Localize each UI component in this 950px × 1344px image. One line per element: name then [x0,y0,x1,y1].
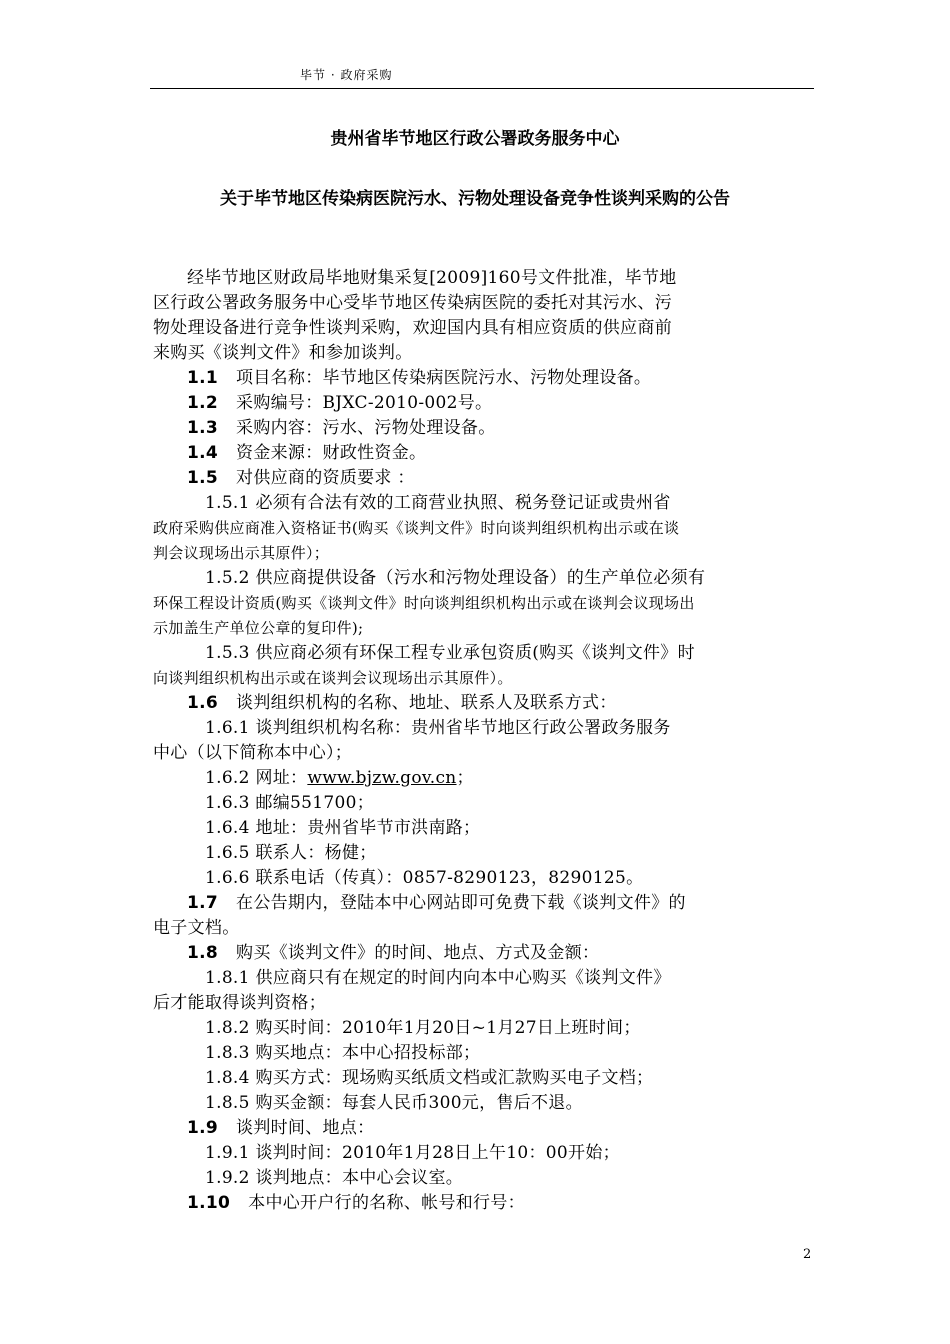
page-number: 2 [803,1247,812,1262]
item-1-2 [153,391,815,416]
item-1-6-2 [153,766,815,791]
item-1-5-1: 1.5.1 必须有合法有效的工商营业执照、税务登记证或贵州省 [205,493,671,513]
item-1-8-1-cont: 后才能取得谈判资格； [153,993,326,1013]
item-text: 在公告期内，登陆本中心网站即可免费下载《谈判文件》的 [236,893,686,913]
page-header [150,66,814,89]
item-1-6-4: 1.6.4 地址：贵州省毕节市洪南路； [205,818,481,838]
item-text: 项目名称：毕节地区传染病医院污水、污物处理设备。 [236,368,652,388]
item-1-8-2: 1.8.2 购买时间：2010年1月20日~1月27日上班时间； [205,1018,641,1038]
website-end: ； [456,768,474,788]
item-number: 1.5 [187,468,219,488]
item-text: 谈判时间、地点： [236,1118,375,1138]
item-1-8-1: 1.8.1 供应商只有在规定的时间内向本中心购买《谈判文件》 [205,968,671,988]
item-1-8 [153,941,815,966]
item-text: 谈判组织机构的名称、地址、联系人及联系方式： [236,693,617,713]
item-1-9-2: 1.9.2 谈判地点：本中心会议室。 [205,1168,464,1188]
item-number: 1.1 [187,368,219,388]
item-1-5-3: 1.5.3 供应商必须有环保工程专业承包资质(购买《谈判文件》时 [205,643,695,663]
item-1-6-1: 1.6.1 谈判组织机构名称：贵州省毕节地区行政公署政务服务 [205,718,671,738]
item-1-6-3: 1.6.3 邮编551700； [205,793,375,813]
item-1-5-3-cont: 向谈判组织机构出示或在谈判会议现场出示其原件）。 [153,669,513,687]
item-1-9 [153,1116,815,1141]
document-title-subject: 关于毕节地区传染病医院污水、污物处理设备竞争性谈判采购的公告 [220,189,730,209]
item-number: 1.4 [187,443,219,463]
item-1-8-4: 1.8.4 购买方式：现场购买纸质文档或汇款购买电子文档； [205,1068,654,1088]
item-1-10 [153,1191,815,1216]
item-1-5 [153,466,815,491]
document-body [153,266,815,1216]
document-title-organization: 贵州省毕节地区行政公署政务服务中心 [330,129,620,149]
website-link[interactable]: www.bjzw.gov.cn [307,768,457,788]
item-text: 采购内容：污水、污物处理设备。 [236,418,496,438]
item-number: 1.9 [187,1118,219,1138]
item-1-8-5: 1.8.5 购买金额：每套人民币300元，售后不退。 [205,1093,583,1113]
item-1-1 [153,366,815,391]
item-1-6-1-cont: 中心（以下简称本中心）； [153,743,353,763]
item-number: 1.6 [187,693,219,713]
item-text: 对供应商的资质要求 ： [236,468,415,488]
item-1-7 [153,891,815,916]
item-1-5-2-cont: 示加盖生产单位公章的复印件); [153,619,364,637]
header-text: 毕节 · 政府采购 [300,68,393,82]
item-1-4 [153,441,815,466]
item-1-7-cont: 电子文档。 [153,918,240,938]
intro-line: 经毕节地区财政局毕地财集采复[2009]160号文件批准，毕节地 [187,268,677,288]
intro-line: 物处理设备进行竞争性谈判采购，欢迎国内具有相应资质的供应商前 [153,318,672,338]
item-number: 1.2 [187,393,219,413]
item-1-3 [153,416,815,441]
item-1-9-1: 1.9.1 谈判时间：2010年1月28日上午10：00开始； [205,1143,620,1163]
item-number: 1.7 [187,893,219,913]
item-number: 1.3 [187,418,219,438]
item-text: 资金来源：财政性资金。 [236,443,427,463]
website-label: 1.6.2 网址： [205,768,308,788]
item-1-5-1-cont: 判会议现场出示其原件）； [153,544,330,562]
item-1-5-2: 1.5.2 供应商提供设备（污水和污物处理设备）的生产单位必须有 [205,568,706,588]
item-text: 采购编号：BJXC-2010-002号。 [236,393,493,413]
item-1-6-6: 1.6.6 联系电话（传真）：0857-8290123，8290125。 [205,868,644,888]
item-1-5-1-cont: 政府采购供应商准入资格证书(购买《谈判文件》时向谈判组织机构出示或在谈 [153,519,680,537]
item-1-5-2-cont: 环保工程设计资质(购买《谈判文件》时向谈判组织机构出示或在谈判会议现场出 [153,594,695,612]
item-text: 本中心开户行的名称、帐号和行号： [248,1193,525,1213]
item-1-8-3: 1.8.3 购买地点：本中心招投标部； [205,1043,481,1063]
intro-line: 来购买《谈判文件》和参加谈判。 [153,343,413,363]
intro-line: 区行政公署政务服务中心受毕节地区传染病医院的委托对其污水、污 [153,293,672,313]
item-text: 购买《谈判文件》的时间、地点、方式及金额： [236,943,600,963]
item-1-6-5: 1.6.5 联系人：杨健； [205,843,377,863]
item-number: 1.8 [187,943,219,963]
item-number: 1.10 [187,1193,231,1213]
item-1-6 [153,691,815,716]
